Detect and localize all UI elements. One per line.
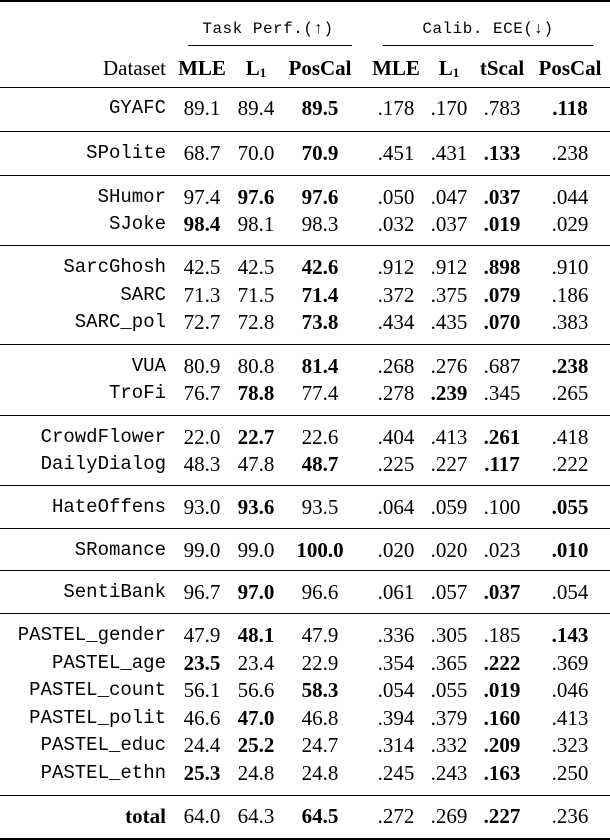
table-rule bbox=[0, 570, 610, 571]
metric-cell: .323 bbox=[551, 733, 589, 757]
table-rule bbox=[0, 87, 610, 88]
dataset-name: PASTEL_polit bbox=[29, 707, 166, 729]
dataset-name: PASTEL_count bbox=[29, 679, 166, 701]
metric-cell: .912 bbox=[430, 255, 468, 279]
dataset-name: SHumor bbox=[97, 186, 166, 208]
metric-cell: 73.8 bbox=[301, 310, 339, 334]
column-header-l1-task: $L_1$ bbox=[245, 56, 267, 80]
metric-cell: 98.1 bbox=[237, 212, 275, 236]
metric-cell: 97.6 bbox=[301, 185, 339, 209]
metric-cell: 97.6 bbox=[237, 185, 275, 209]
metric-cell: .243 bbox=[430, 761, 468, 785]
metric-cell: 93.0 bbox=[183, 495, 221, 519]
dataset-name: SentiBank bbox=[63, 581, 166, 603]
group-rule-calib bbox=[383, 45, 593, 46]
metric-cell: 42.6 bbox=[301, 255, 339, 279]
metric-cell: 97.0 bbox=[237, 580, 275, 604]
metric-cell: .019 bbox=[483, 678, 521, 702]
column-header-poscal-task: PosCal bbox=[288, 56, 352, 80]
metric-cell: .451 bbox=[377, 141, 415, 165]
metric-cell: .019 bbox=[483, 212, 521, 236]
metric-cell: .910 bbox=[551, 255, 589, 279]
metric-cell: .143 bbox=[551, 623, 589, 647]
column-header-tscal: tScal bbox=[479, 56, 525, 80]
metric-cell: .413 bbox=[551, 706, 589, 730]
metric-cell: .227 bbox=[430, 452, 468, 476]
metric-cell: 89.5 bbox=[301, 96, 339, 120]
metric-cell: .354 bbox=[377, 651, 415, 675]
metric-cell: 47.0 bbox=[237, 706, 275, 730]
metric-cell: 93.6 bbox=[237, 495, 275, 519]
column-header-dataset: Dataset bbox=[103, 56, 166, 80]
metric-cell: 48.1 bbox=[237, 623, 275, 647]
metric-cell: .783 bbox=[483, 96, 521, 120]
metric-cell: 98.3 bbox=[301, 212, 339, 236]
metric-cell: .020 bbox=[430, 538, 468, 562]
metric-cell: .185 bbox=[483, 623, 521, 647]
table-rule bbox=[0, 528, 610, 529]
dataset-name: SARC_pol bbox=[74, 311, 166, 333]
dataset-name: SRomance bbox=[74, 539, 166, 561]
metric-cell: 100.0 bbox=[296, 538, 344, 562]
metric-cell: .332 bbox=[430, 733, 468, 757]
metric-cell: 23.5 bbox=[183, 651, 221, 675]
metric-cell: .261 bbox=[483, 425, 521, 449]
metric-cell: .032 bbox=[377, 212, 415, 236]
metric-cell: .276 bbox=[430, 354, 468, 378]
metric-cell: .413 bbox=[430, 425, 468, 449]
metric-cell: 96.6 bbox=[301, 580, 339, 604]
metric-cell: .117 bbox=[484, 452, 520, 476]
metric-cell: 22.0 bbox=[183, 425, 221, 449]
metric-cell: 76.7 bbox=[183, 381, 221, 405]
dataset-name: PASTEL_educ bbox=[40, 734, 166, 756]
metric-cell: 98.4 bbox=[183, 212, 221, 236]
metric-cell: 22.7 bbox=[237, 425, 275, 449]
metric-cell: 25.3 bbox=[183, 761, 221, 785]
metric-cell: 64.0 bbox=[183, 804, 221, 828]
dataset-name: SARC bbox=[120, 284, 166, 306]
metric-cell: .372 bbox=[377, 283, 415, 307]
dataset-name: HateOffens bbox=[51, 496, 166, 518]
table-rule bbox=[0, 485, 610, 486]
metric-cell: 80.9 bbox=[183, 354, 221, 378]
metric-cell: .178 bbox=[377, 96, 415, 120]
column-header-mle-calib: MLE bbox=[372, 56, 420, 80]
dataset-name: SJoke bbox=[108, 213, 166, 235]
group-rule-task bbox=[188, 45, 352, 46]
metric-cell: 70.0 bbox=[237, 141, 275, 165]
metric-cell: .209 bbox=[483, 733, 521, 757]
dataset-name: CrowdFlower bbox=[40, 426, 166, 448]
metric-cell: .379 bbox=[430, 706, 468, 730]
metric-cell: .118 bbox=[552, 96, 588, 120]
metric-cell: 72.8 bbox=[237, 310, 275, 334]
metric-cell: 97.4 bbox=[183, 185, 221, 209]
metric-cell: .239 bbox=[430, 381, 468, 405]
metric-cell: 47.8 bbox=[237, 452, 275, 476]
metric-cell: 24.7 bbox=[301, 733, 339, 757]
metric-cell: 42.5 bbox=[183, 255, 221, 279]
metric-cell: .100 bbox=[483, 495, 521, 519]
metric-cell: 47.9 bbox=[301, 623, 339, 647]
metric-cell: .133 bbox=[483, 141, 521, 165]
metric-cell: .898 bbox=[483, 255, 521, 279]
metric-cell: 77.4 bbox=[301, 381, 339, 405]
table-rule bbox=[0, 344, 610, 345]
metric-cell: .418 bbox=[551, 425, 589, 449]
metric-cell: .054 bbox=[551, 580, 589, 604]
metric-cell: 42.5 bbox=[237, 255, 275, 279]
metric-cell: .369 bbox=[551, 651, 589, 675]
metric-cell: 71.4 bbox=[301, 283, 339, 307]
group-header-task-performance: Task Perf.(↑) bbox=[202, 20, 334, 38]
metric-cell: .272 bbox=[377, 804, 415, 828]
dataset-name: PASTEL_age bbox=[51, 652, 166, 674]
metric-cell: 71.5 bbox=[237, 283, 275, 307]
metric-cell: 80.8 bbox=[237, 354, 275, 378]
metric-cell: 23.4 bbox=[237, 651, 275, 675]
metric-cell: 48.7 bbox=[301, 452, 339, 476]
metric-cell: .010 bbox=[551, 538, 589, 562]
metric-cell: .170 bbox=[430, 96, 468, 120]
metric-cell: .238 bbox=[551, 354, 589, 378]
metric-cell: .687 bbox=[483, 354, 521, 378]
metric-cell: .314 bbox=[377, 733, 415, 757]
metric-cell: .186 bbox=[551, 283, 589, 307]
metric-cell: .345 bbox=[483, 381, 521, 405]
metric-cell: .222 bbox=[483, 651, 521, 675]
metric-cell: 93.5 bbox=[301, 495, 339, 519]
metric-cell: 24.8 bbox=[237, 761, 275, 785]
metric-cell: 56.1 bbox=[183, 678, 221, 702]
metric-cell: .037 bbox=[483, 185, 521, 209]
metric-cell: .059 bbox=[430, 495, 468, 519]
dataset-name: TroFi bbox=[108, 382, 166, 404]
metric-cell: .431 bbox=[430, 141, 468, 165]
metric-cell: .055 bbox=[551, 495, 589, 519]
metric-cell: 22.9 bbox=[301, 651, 339, 675]
metric-cell: .225 bbox=[377, 452, 415, 476]
column-header-l1-calib: $L_1$ bbox=[438, 56, 460, 80]
metric-cell: .434 bbox=[377, 310, 415, 334]
metric-cell: 47.9 bbox=[183, 623, 221, 647]
metric-cell: .064 bbox=[377, 495, 415, 519]
metric-cell: 56.6 bbox=[237, 678, 275, 702]
table-rule bbox=[0, 613, 610, 614]
metric-cell: .061 bbox=[377, 580, 415, 604]
metric-cell: .037 bbox=[430, 212, 468, 236]
metric-cell: 89.1 bbox=[183, 96, 221, 120]
metric-cell: 81.4 bbox=[301, 354, 339, 378]
metric-cell: .269 bbox=[430, 804, 468, 828]
group-header-calibration-ece: Calib. ECE(↓) bbox=[422, 20, 554, 38]
metric-cell: 72.7 bbox=[183, 310, 221, 334]
column-header-mle-task: MLE bbox=[178, 56, 226, 80]
metric-cell: .238 bbox=[551, 141, 589, 165]
metric-cell: .055 bbox=[430, 678, 468, 702]
metric-cell: 22.6 bbox=[301, 425, 339, 449]
metric-cell: 46.6 bbox=[183, 706, 221, 730]
metric-cell: 24.8 bbox=[301, 761, 339, 785]
metric-cell: .912 bbox=[377, 255, 415, 279]
metric-cell: .057 bbox=[430, 580, 468, 604]
metric-cell: .079 bbox=[483, 283, 521, 307]
metric-cell: .394 bbox=[377, 706, 415, 730]
metric-cell: .160 bbox=[483, 706, 521, 730]
metric-cell: 99.0 bbox=[183, 538, 221, 562]
metric-cell: 71.3 bbox=[183, 283, 221, 307]
metric-cell: .245 bbox=[377, 761, 415, 785]
metric-cell: 64.3 bbox=[237, 804, 275, 828]
table-rule bbox=[0, 0, 610, 2]
table-rule bbox=[0, 175, 610, 176]
metric-cell: 68.7 bbox=[183, 141, 221, 165]
metric-cell: .050 bbox=[377, 185, 415, 209]
dataset-name: VUA bbox=[131, 355, 166, 377]
metric-cell: 58.3 bbox=[301, 678, 339, 702]
metric-cell: .404 bbox=[377, 425, 415, 449]
metric-cell: .070 bbox=[483, 310, 521, 334]
metric-cell: .268 bbox=[377, 354, 415, 378]
metric-cell: .336 bbox=[377, 623, 415, 647]
metric-cell: 96.7 bbox=[183, 580, 221, 604]
metric-cell: .029 bbox=[551, 212, 589, 236]
metric-cell: .435 bbox=[430, 310, 468, 334]
metric-cell: 48.3 bbox=[183, 452, 221, 476]
metric-cell: 46.8 bbox=[301, 706, 339, 730]
table-rule bbox=[0, 245, 610, 246]
metric-cell: .227 bbox=[483, 804, 521, 828]
metric-cell: .250 bbox=[551, 761, 589, 785]
metric-cell: .383 bbox=[551, 310, 589, 334]
dataset-name: GYAFC bbox=[108, 97, 166, 119]
metric-cell: .037 bbox=[483, 580, 521, 604]
metric-cell: 24.4 bbox=[183, 733, 221, 757]
metric-cell: 25.2 bbox=[237, 733, 275, 757]
metric-cell: .222 bbox=[551, 452, 589, 476]
metric-cell: .265 bbox=[551, 381, 589, 405]
total-label: total bbox=[125, 804, 166, 828]
table-rule bbox=[0, 795, 610, 796]
metric-cell: .020 bbox=[377, 538, 415, 562]
dataset-name: PASTEL_ethn bbox=[40, 762, 166, 784]
dataset-name: SarcGhosh bbox=[63, 256, 166, 278]
metric-cell: .047 bbox=[430, 185, 468, 209]
metric-cell: .046 bbox=[551, 678, 589, 702]
metric-cell: .375 bbox=[430, 283, 468, 307]
metric-cell: .044 bbox=[551, 185, 589, 209]
column-header-poscal-calib: PosCal bbox=[538, 56, 602, 80]
metric-cell: .278 bbox=[377, 381, 415, 405]
metric-cell: 70.9 bbox=[301, 141, 339, 165]
table-rule bbox=[0, 131, 610, 132]
dataset-name: DailyDialog bbox=[40, 453, 166, 475]
metric-cell: 78.8 bbox=[237, 381, 275, 405]
metric-cell: 89.4 bbox=[237, 96, 275, 120]
metric-cell: .163 bbox=[483, 761, 521, 785]
dataset-name: SPolite bbox=[86, 142, 166, 164]
metric-cell: .023 bbox=[483, 538, 521, 562]
metric-cell: 64.5 bbox=[301, 804, 339, 828]
metric-cell: .054 bbox=[377, 678, 415, 702]
dataset-name: PASTEL_gender bbox=[17, 624, 166, 646]
table-rule bbox=[0, 415, 610, 416]
metric-cell: .365 bbox=[430, 651, 468, 675]
metric-cell: .305 bbox=[430, 623, 468, 647]
metric-cell: .236 bbox=[551, 804, 589, 828]
metric-cell: 99.0 bbox=[237, 538, 275, 562]
